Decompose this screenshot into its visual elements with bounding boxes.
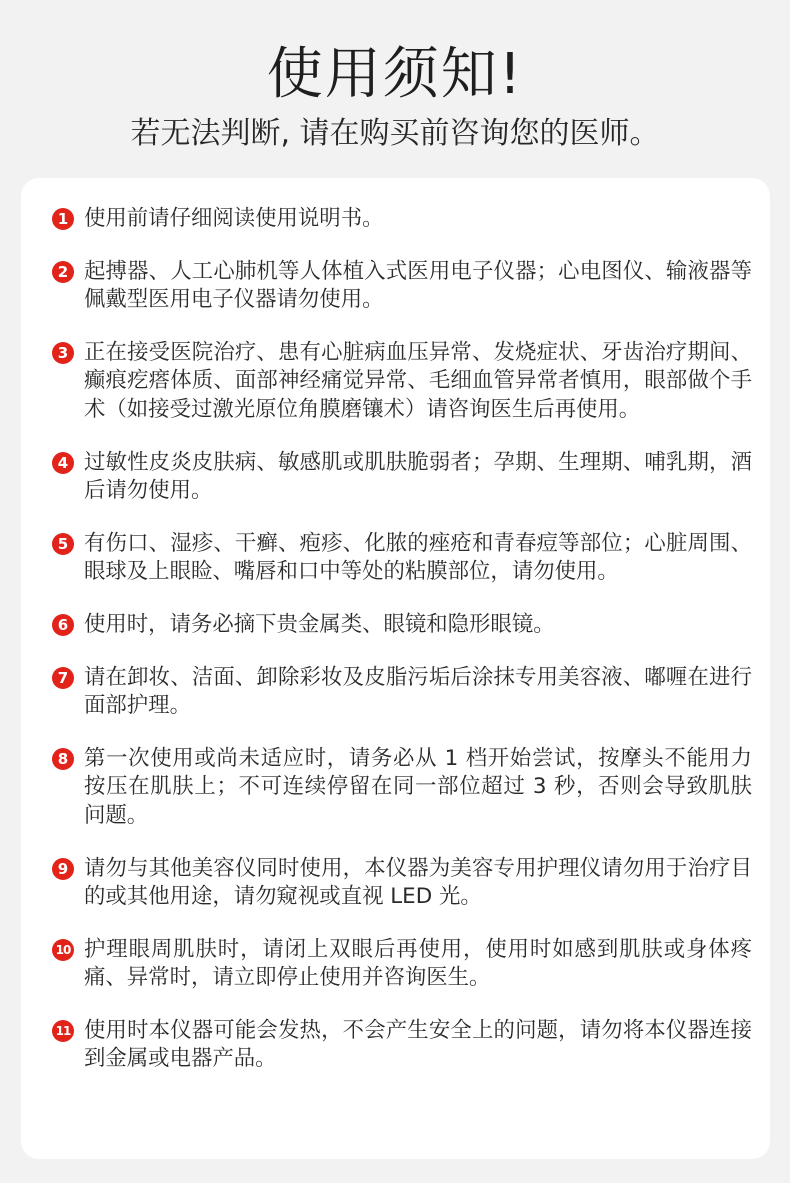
notice-item-7 [52, 664, 752, 721]
notice-text: 使用前请仔细阅读使用说明书。 [84, 206, 384, 231]
number-badge-icon: 3 [52, 342, 74, 364]
number-badge-icon: 4 [52, 452, 74, 474]
number-badge-icon: 5 [52, 533, 74, 555]
notice-card [21, 178, 770, 1159]
number-badge-icon: 7 [52, 667, 74, 689]
number-badge-icon: 6 [52, 614, 74, 636]
notice-item-9 [52, 855, 752, 912]
number-badge-icon: 10 [52, 939, 74, 961]
number-badge-icon: 11 [52, 1020, 74, 1042]
header [0, 0, 790, 178]
notice-text: 第一次使用或尚未适应时，请务必从 1 档开始尝试，按摩头不能用力按压在肌肤上；不可连续停留在同一部位超过 3 秒，否则会导致肌肤问题。 [84, 745, 752, 828]
notice-item-8 [52, 745, 752, 831]
notice-text: 过敏性皮炎皮肤病、敏感肌或肌肤脆弱者；孕期、生理期、哺乳期，酒后请勿使用。 [84, 449, 752, 504]
number-badge-icon: 9 [52, 858, 74, 880]
number-badge-icon: 2 [52, 261, 74, 283]
notice-text: 请勿与其他美容仪同时使用，本仪器为美容专用护理仪请勿用于治疗目的或其他用途，请勿窥视或直视 LED 光。 [84, 855, 752, 910]
notice-text: 使用时本仪器可能会发热，不会产生安全上的问题，请勿将本仪器连接到金属或电器产品。 [84, 1017, 752, 1072]
notice-text: 使用时，请务必摘下贵金属类、眼镜和隐形眼镜。 [84, 611, 555, 637]
page-subtitle: 若无法判断, 请在购买前咨询您的医师。 [130, 116, 660, 151]
notice-item-10 [52, 936, 752, 993]
notice-text: 起搏器、人工心肺机等人体植入式医用电子仪器；心电图仪、输液器等佩戴型医用电子仪器请勿使用。 [84, 258, 752, 313]
notice-item-4 [52, 449, 752, 506]
notice-item-1 [52, 205, 752, 234]
number-badge-icon: 8 [52, 748, 74, 770]
notice-text: 护理眼周肌肤时，请闭上双眼后再使用，使用时如感到肌肤或身体疼痛、异常时，请立即停止使用并咨询医生。 [84, 936, 752, 991]
notice-item-3 [52, 339, 752, 425]
notice-text: 正在接受医院治疗、患有心脏病血压异常、发烧症状、牙齿治疗期间、癫痕疙瘩体质、面部神经痛觉异常、毛细血管异常者慎用，眼部做个手术（如接受过激光原位角膜磨镶术）请咨询医生后再使用。 [84, 339, 752, 422]
notice-item-5 [52, 530, 752, 587]
notice-text: 有伤口、湿疹、干癣、疱疹、化脓的痤疮和青春痘等部位；心脏周围、眼球及上眼睑、嘴唇和口中等处的粘膜部位，请勿使用。 [84, 530, 752, 585]
notice-item-6 [52, 611, 752, 640]
notice-item-11 [52, 1017, 752, 1074]
page-title: 使用须知! [266, 42, 524, 107]
number-badge-icon: 1 [52, 208, 74, 230]
notice-list [52, 205, 752, 1098]
notice-item-2 [52, 258, 752, 315]
notice-text: 请在卸妆、洁面、卸除彩妆及皮脂污垢后涂抹专用美容液、嘟喱在进行面部护理。 [84, 664, 752, 719]
